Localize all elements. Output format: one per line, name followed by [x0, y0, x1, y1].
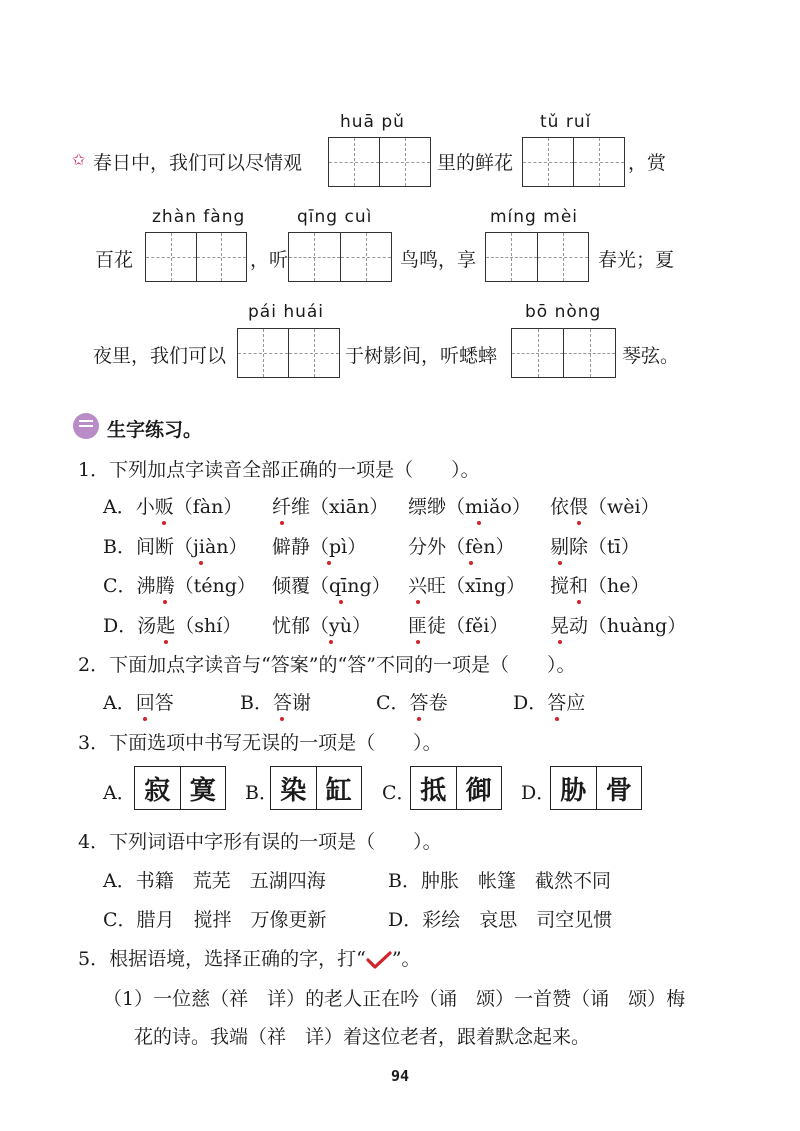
pinyin-4: qīng cuì	[297, 207, 373, 227]
q4-option-a[interactable]: A．书籍 荒芜 五湖四海	[103, 870, 326, 892]
q4-option-c[interactable]: C．腊月 搅拌 万像更新	[103, 909, 327, 931]
q1-d-word4-rest: 动（huàng）	[569, 615, 687, 637]
q3-d-letter[interactable]: D．	[521, 782, 556, 804]
q2-c-letter: C．	[376, 692, 410, 714]
checkmark-icon	[366, 951, 392, 969]
q1-a-word2	[272, 492, 388, 519]
q1-b-word4-rest: 除（tī）	[569, 536, 640, 558]
q1-c-word3-rest: 旺（xīng）	[427, 575, 526, 597]
q1-b-word3	[408, 532, 515, 559]
q1-a-word4-pinyin: （wèi）	[588, 496, 660, 518]
q1-d-word1-c1: 汤	[137, 615, 157, 637]
pinyin-6: pái huái	[248, 302, 325, 322]
fill-line3-b: 于树影间，听蟋蟀	[345, 345, 498, 367]
q5-stem-a: 5．根据语境，选择正确的字，打“	[78, 948, 366, 970]
q3-d-word-box	[550, 766, 642, 810]
q1-c-word2-dotted: 覆（qīng）	[291, 571, 391, 598]
q1-b-word3-c1: 分	[408, 536, 428, 558]
q3-c-letter[interactable]: C．	[382, 782, 416, 804]
q2-option-b[interactable]	[240, 688, 311, 715]
q1-a-word1-pinyin: （fàn）	[173, 496, 243, 518]
q1-b-word4-dotted: 剔	[550, 532, 569, 559]
q1-b-letter: B．	[103, 536, 136, 558]
q2-option-a[interactable]	[103, 688, 174, 715]
q1-c-word4-c1: 搅	[550, 575, 570, 597]
q1-c-word1-c1: 沸	[136, 575, 156, 597]
section-title: 生字练习。	[107, 419, 203, 441]
q1-d-word2-c1: 忧	[272, 615, 292, 637]
q1-option-a[interactable]	[103, 492, 242, 519]
q1-b-word3-dotted: 外（fèn）	[427, 532, 515, 559]
q1-c-word1-dotted: 腾	[156, 571, 175, 598]
q1-d-word1-pinyin: （shí）	[175, 615, 242, 637]
q3-d-char1: 胁	[551, 767, 597, 809]
q2-b-letter: B．	[240, 692, 273, 714]
q1-d-word4	[550, 611, 686, 638]
q2-d-dotted: 答	[547, 688, 566, 715]
q2-d-rest: 应	[566, 692, 586, 714]
fill-line2-c: 鸟鸣，享	[400, 249, 477, 271]
q1-a-word1-dotted: 贩	[155, 492, 174, 519]
q1-a-word3-dotted: 缈（miǎo）	[427, 492, 531, 519]
q2-a-dotted: 回	[136, 688, 155, 715]
q1-option-c[interactable]	[103, 571, 256, 598]
q1-b-word2-dotted: 静（pì）	[291, 532, 366, 559]
q2-d-letter: D．	[513, 692, 548, 714]
q1-c-word1-pinyin: （téng）	[174, 575, 256, 597]
q1-c-word4-pinyin: （he）	[588, 575, 650, 597]
q2-option-d[interactable]	[513, 688, 585, 715]
answer-box-3[interactable]	[145, 232, 247, 282]
answer-box-6[interactable]	[237, 328, 340, 378]
q3-d-char2: 骨	[605, 775, 632, 806]
q3-b-letter[interactable]: B．	[245, 782, 278, 804]
q1-c-word2-c1: 倾	[272, 575, 292, 597]
q1-d-word4-dotted: 晃	[550, 611, 569, 638]
q1-a-word4-dotted: 偎	[569, 492, 588, 519]
fill-line2-a: 百花	[95, 249, 134, 271]
fill-line1-b: 里的鲜花	[437, 152, 514, 174]
q1-c-word3	[408, 571, 525, 598]
q3-a-char1: 寂	[135, 767, 181, 809]
q3-a-char2: 寞	[189, 775, 216, 806]
q1-a-word4-c1: 依	[550, 496, 570, 518]
q3-a-word-box	[134, 766, 226, 810]
pinyin-1: huā pǔ	[340, 112, 405, 132]
q1-d-word3-rest: 徒（fěi）	[427, 615, 509, 637]
q2-b-rest: 谢	[291, 692, 311, 714]
q3-b-char1: 染	[271, 767, 317, 809]
q4-stem: 4．下列词语中字形有误的一项是（ ）。	[78, 831, 442, 853]
star-icon: ✩	[72, 150, 86, 169]
q3-a-letter[interactable]: A．	[103, 782, 136, 804]
q5-stem-b: ”。	[391, 948, 421, 970]
q4-option-d[interactable]: D．彩绘 哀思 司空见惯	[388, 909, 613, 931]
q1-a-word2-dotted: 纤	[272, 492, 291, 519]
q1-a-word1-c1: 小	[135, 496, 155, 518]
q1-b-word1-c1: 间	[135, 536, 155, 558]
q1-a-word3	[408, 492, 531, 519]
q1-d-word2-dotted: 郁（yù）	[291, 611, 371, 638]
q1-d-word3-dotted: 匪	[408, 611, 427, 638]
q2-c-rest: 卷	[428, 692, 448, 714]
q3-c-word-box	[410, 766, 502, 810]
q2-option-c[interactable]	[376, 688, 448, 715]
pinyin-7: bō nòng	[525, 302, 602, 322]
fill-line2-b: ，听	[250, 249, 289, 271]
answer-box-4[interactable]	[288, 232, 392, 282]
q1-d-word2	[272, 611, 371, 638]
q1-a-word3-c1: 缥	[408, 496, 428, 518]
q1-b-word1-dotted: 断（jiàn）	[155, 532, 248, 559]
q1-stem: 1．下列加点字读音全部正确的一项是（ ）。	[78, 459, 480, 481]
fill-line3-c: 琴弦。	[622, 345, 680, 367]
q3-b-char2: 缸	[325, 775, 352, 806]
q1-option-d[interactable]	[103, 611, 241, 638]
q3-b-word-box	[270, 766, 362, 810]
pinyin-2: tǔ ruǐ	[540, 112, 592, 132]
q1-a-letter: A．	[103, 496, 136, 518]
fill-line1-a: 春日中，我们可以尽情观	[93, 152, 303, 174]
answer-box-5[interactable]	[485, 232, 589, 282]
q1-c-word3-dotted: 兴	[408, 571, 427, 598]
q1-d-word3	[408, 611, 508, 638]
q5-line1: （1）一位慈（祥 详）的老人正在吟（诵 颂）一首赞（诵 颂）梅	[103, 988, 686, 1010]
q3-c-char2: 御	[465, 775, 492, 806]
q5-line2: 花的诗。我端（祥 详）着这位老者，跟着默念起来。	[134, 1026, 591, 1048]
q1-c-word2	[272, 571, 391, 598]
q1-c-word4	[550, 571, 650, 598]
q3-stem: 3．下面选项中书写无误的一项是（ ）。	[78, 732, 442, 754]
q1-d-letter: D．	[103, 615, 138, 637]
q3-c-char1: 抵	[411, 767, 457, 809]
q1-c-letter: C．	[103, 575, 137, 597]
q2-b-dotted: 答	[273, 688, 292, 715]
answer-box-7[interactable]	[511, 328, 616, 378]
answer-box-1[interactable]	[328, 137, 431, 187]
q2-c-dotted: 答	[410, 688, 429, 715]
q1-option-b[interactable]	[103, 532, 248, 559]
q1-a-word2-rest: 维（xiān）	[291, 496, 389, 518]
page-number: 94	[391, 1067, 410, 1085]
q1-b-word2-c1: 僻	[272, 536, 292, 558]
q1-b-word4	[550, 532, 640, 559]
q2-a-rest: 答	[154, 692, 174, 714]
pinyin-3: zhàn fàng	[152, 207, 246, 227]
fill-line2-d: 春光；夏	[598, 249, 675, 271]
q5-stem	[78, 944, 421, 971]
q1-c-word4-dotted: 和	[569, 571, 588, 598]
fill-line3-a: 夜里，我们可以	[93, 345, 227, 367]
q4-option-b[interactable]: B．肿胀 帐篷 截然不同	[388, 870, 611, 892]
pinyin-5: míng mèi	[490, 207, 578, 227]
section-badge-icon	[73, 413, 99, 439]
fill-line1-c: ，赏	[628, 152, 667, 174]
q1-b-word2	[272, 532, 366, 559]
q1-a-word4	[550, 492, 660, 519]
q2-stem: 2．下面加点字读音与“答案”的“答”不同的一项是（ ）。	[78, 654, 576, 676]
q1-d-word1-dotted: 匙	[156, 611, 175, 638]
answer-box-2[interactable]	[522, 137, 625, 187]
q2-a-letter: A．	[103, 692, 136, 714]
